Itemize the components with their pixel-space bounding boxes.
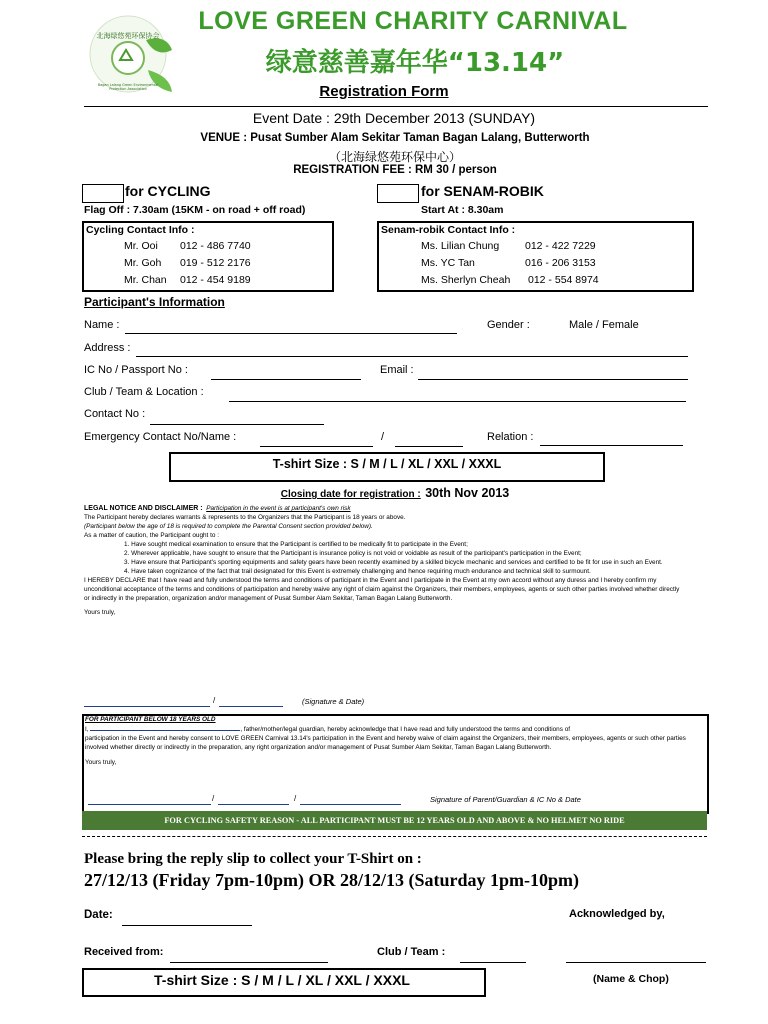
contact-phone: 012 - 454 9189 <box>180 274 251 286</box>
venue-cn: （北海绿悠苑环保中心） <box>328 150 461 164</box>
closing-date <box>0 484 768 502</box>
cycling-contact-title: Cycling Contact Info : <box>86 224 195 236</box>
cut-line <box>82 836 707 837</box>
reply-ack: Acknowledged by, <box>569 908 665 920</box>
legal-subheading: Participation in the event is at participant's own risk <box>206 505 351 512</box>
ic-field[interactable] <box>211 379 361 380</box>
guardian-signature-label: Signature of Parent/Guardian & IC No & Date <box>430 795 581 804</box>
gender-options[interactable]: Male / Female <box>569 319 639 331</box>
reply-club-field[interactable] <box>460 962 526 963</box>
reply-dates: 27/12/13 (Friday 7pm-10pm) OR 28/12/13 (Saturday 1pm-10pm) <box>84 870 579 890</box>
club-field[interactable] <box>229 401 686 402</box>
venue: VENUE : Pusat Sumber Alam Sekitar Taman Bagan Lalang, Butterworth <box>200 132 590 144</box>
guardian-ic-field[interactable] <box>218 804 289 805</box>
registration-fee: REGISTRATION FEE : RM 30 / person <box>293 164 497 176</box>
reply-received-label: Received from: <box>84 946 164 958</box>
legal-item: 1. Have sought medical examination to ensure that the Participant is certified to be medically fit to participate in the Event; <box>124 541 468 548</box>
reply-received-field[interactable] <box>170 962 328 963</box>
minor-i: I, <box>85 726 89 733</box>
tshirt-size-options[interactable]: T-shirt Size : S / M / L / XL / XXL / XXXL <box>272 457 502 471</box>
header-rule <box>84 106 708 107</box>
emergency-name-field[interactable] <box>395 446 463 447</box>
contact-name: Ms. YC Tan <box>421 257 475 269</box>
relation-field[interactable] <box>540 445 683 446</box>
guardian-name-field[interactable] <box>90 724 240 731</box>
signature-slash: / <box>213 696 216 705</box>
reply-club-label: Club / Team : <box>377 946 446 958</box>
legal-p2: (Participant below the age of 18 is required to complete the Parental Consent section provided below). <box>84 523 373 530</box>
signature-date-field[interactable] <box>219 706 283 707</box>
legal-heading: LEGAL NOTICE AND DISCLAIMER : <box>84 505 203 512</box>
senam-start: Start At : 8.30am <box>421 204 504 216</box>
reply-title: Please bring the reply slip to collect your T-Shirt on : <box>84 851 422 867</box>
senam-contact-title: Senam-robik Contact Info : <box>381 224 516 236</box>
address-label: Address : <box>84 342 131 354</box>
safety-banner-text: FOR CYCLING SAFETY REASON - ALL PARTICIPANT MUST BE 12 YEARS OLD AND ABOVE & NO HELMET NO RIDE <box>164 816 625 825</box>
contact-name: Mr. Ooi <box>124 240 158 252</box>
contact-name: Mr. Goh <box>124 257 162 269</box>
emergency-label: Emergency Contact No/Name : <box>84 431 237 443</box>
minor-heading: FOR PARTICIPANT BELOW 18 YEARS OLD <box>85 716 216 723</box>
senam-label: for SENAM-ROBIK <box>421 183 544 199</box>
minor-slash: / <box>294 794 297 803</box>
title-en: LOVE GREEN CHARITY CARNIVAL <box>198 7 628 35</box>
legal-notice <box>84 504 684 617</box>
emergency-no-field[interactable] <box>260 446 373 447</box>
contact-phone: 012 - 554 8974 <box>528 274 599 286</box>
reply-ack-signature-field[interactable] <box>566 962 706 963</box>
contact-phone: 019 - 512 2176 <box>180 257 251 269</box>
contact-field[interactable] <box>150 424 324 425</box>
contact-name: Ms. Sherlyn Cheah <box>421 274 511 286</box>
address-field[interactable] <box>136 356 688 357</box>
email-field[interactable] <box>418 379 688 380</box>
club-label: Club / Team & Location : <box>84 386 204 398</box>
contact-phone: 012 - 486 7740 <box>180 240 251 252</box>
reply-tshirt-options[interactable]: T-shirt Size : S / M / L / XL / XXL / XXXL <box>154 972 410 988</box>
legal-p1: The Participant hereby declares warrants & represents to the Organizers that the Participant is 18 years or above. <box>84 514 406 521</box>
minor-text2: participation in the Event and hereby consent to LOVE GREEN Carnival 13.14's participation in the Event and hereby waive of claim against the Organizers, their members, employees, agents or such other parties involved whether directly or indirectly in the preparation, any right organization and/or management of Pusat Sumber Alam Sekitar, Taman Bagan Lalang Butterworth. <box>85 735 686 751</box>
emergency-slash: / <box>381 431 385 443</box>
title-cn: 绿意慈善嘉年华“13.14” <box>265 48 565 78</box>
contact-phone: 016 - 206 3153 <box>525 257 596 269</box>
flag-off: Flag Off : 7.30am (15KM - on road + off road) <box>84 204 306 216</box>
event-date: Event Date : 29th December 2013 (SUNDAY) <box>252 110 536 126</box>
contact-phone: 012 - 422 7229 <box>525 240 596 252</box>
ic-label: IC No / Passport No : <box>84 364 188 376</box>
contact-name: Ms. Lilian Chung <box>421 240 500 252</box>
closing-value: 30th Nov 2013 <box>425 486 510 500</box>
participant-heading: Participant's Information <box>84 295 225 309</box>
legal-yours: Yours truly, <box>84 609 116 616</box>
legal-declare: I HEREBY DECLARE that I have read and fully understood the terms and conditions of participant in the Event and I participate in the Event at my own accord without any duress and I hereby confirm my unconditional acceptance of the terms and conditions of participation and hereby waive any right of claim against the Organizers, their members, employees, agents or such other parties involved whether directly or indirectly in the preparation, organization and/or management of Pusat Sumber Alam Sekitar, Taman Bagan Lalang Butterworth. <box>84 577 680 602</box>
closing-label: Closing date for registration : <box>280 489 421 500</box>
reply-date-label: Date: <box>84 909 113 921</box>
cycling-label: for CYCLING <box>125 183 211 199</box>
relation-label: Relation : <box>487 431 534 443</box>
cycling-checkbox[interactable] <box>82 184 124 203</box>
senam-checkbox[interactable] <box>377 184 419 203</box>
contact-label: Contact No : <box>84 408 146 420</box>
svg-text:Bagan Lalang Green Environment: Bagan Lalang Green Environmental <box>97 83 159 87</box>
form-title: Registration Form <box>319 83 449 100</box>
minor-text1: , father/mother/legal guardian, hereby acknowledge that I have read and fully understood the terms and conditions of <box>240 726 571 733</box>
legal-p3: As a matter of caution, the Participant ought to : <box>84 532 219 539</box>
name-label: Name : <box>84 319 120 331</box>
legal-item: 4. Have taken cognizance of the fact that trail designated for this Event is extremely challenging and hence requiring much endurance and technical skill to surmount. <box>124 568 591 575</box>
reply-chop: (Name & Chop) <box>593 973 669 985</box>
safety-banner <box>82 811 707 830</box>
svg-text:北海绿悠苑环保协会: 北海绿悠苑环保协会 <box>96 32 160 40</box>
guardian-signature-field[interactable] <box>88 804 211 805</box>
legal-item: 2. Wherever applicable, have sought to ensure that the Participant is insurance policy is not void or voidable as result of the participant's participation in the Event; <box>124 550 582 557</box>
signature-field[interactable] <box>84 706 210 707</box>
minor-yours: Yours truly, <box>85 759 117 766</box>
reply-date-field[interactable] <box>122 925 252 926</box>
minor-consent-text <box>85 715 699 767</box>
signature-label: (Signature & Date) <box>302 697 365 706</box>
email-label: Email : <box>380 364 414 376</box>
name-field[interactable] <box>125 333 457 334</box>
guardian-date-field[interactable] <box>300 804 401 805</box>
svg-text:Protection Association: Protection Association <box>109 87 147 91</box>
legal-item: 3. Have ensure that Participant's sporting equipments and safety gears have been recently examined by a skilled bicycle mechanic and services and certified to be fit for use in such an Event. <box>124 559 663 566</box>
contact-name: Mr. Chan <box>124 274 167 286</box>
minor-slash: / <box>212 794 215 803</box>
gender-label: Gender : <box>487 319 530 331</box>
